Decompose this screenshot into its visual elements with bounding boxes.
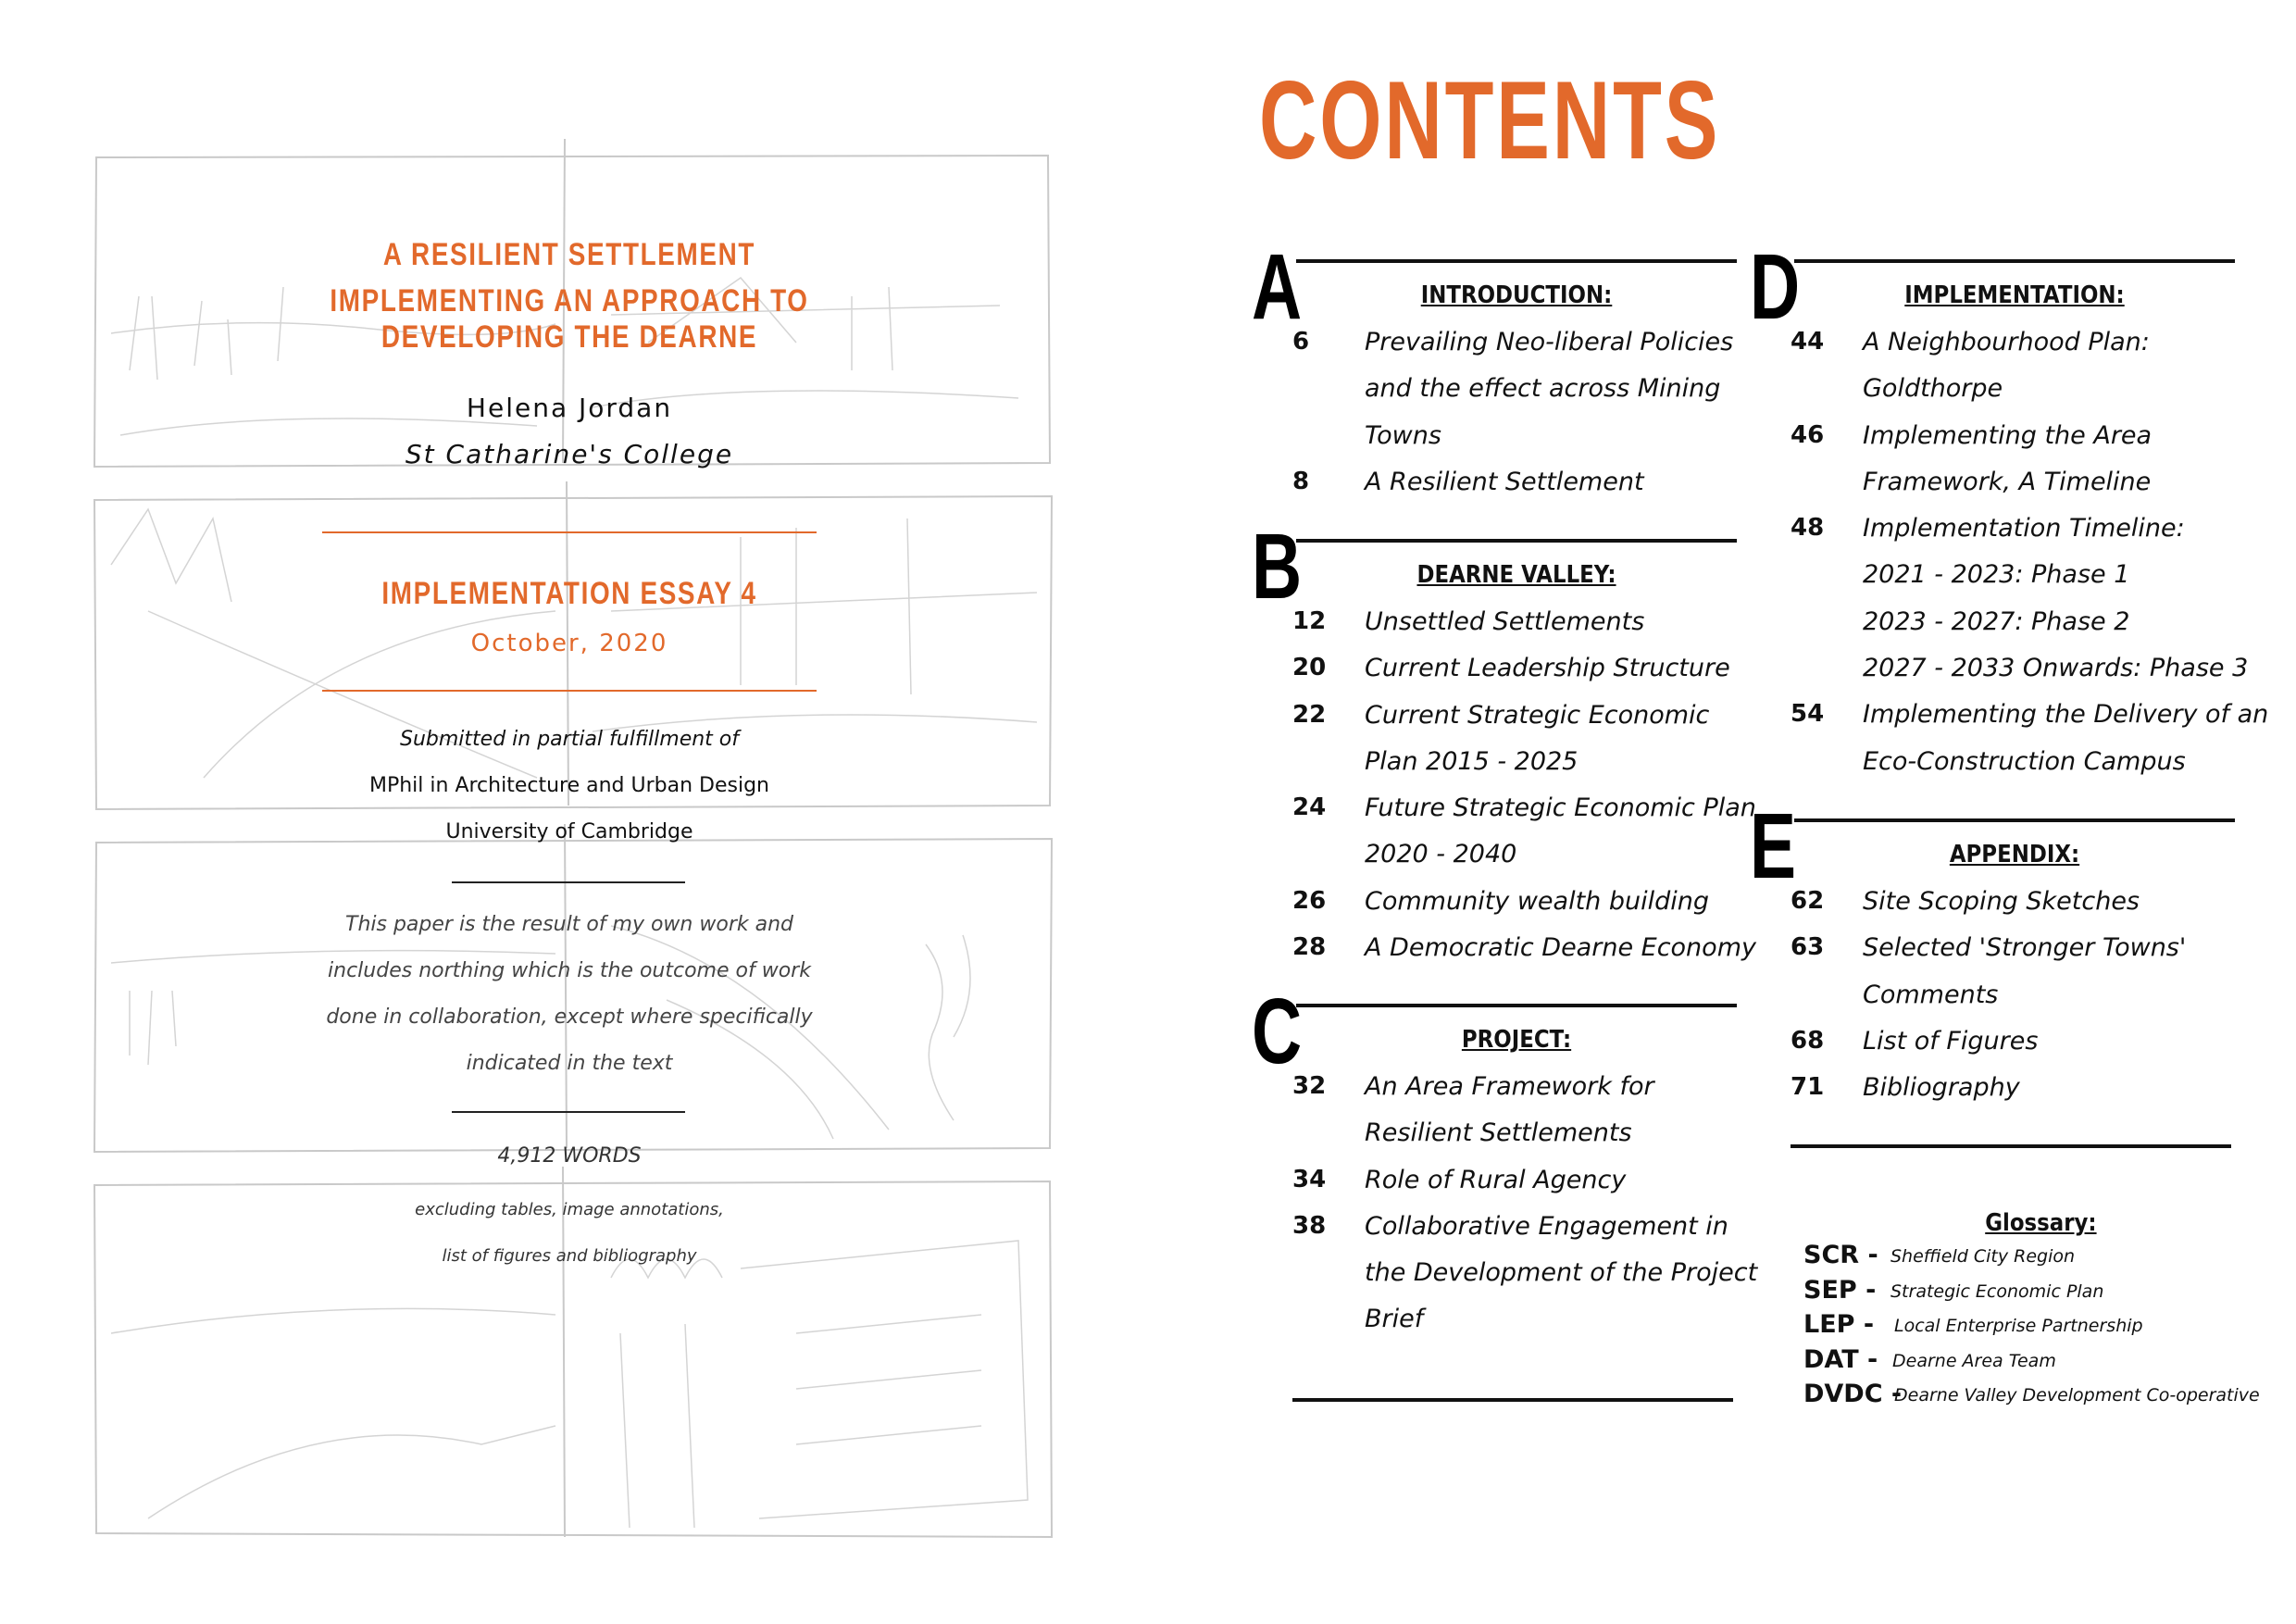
toc-entry-text: A Democratic Dearne Economy: [1365, 933, 1756, 963]
contents-title: CONTENTS: [1259, 58, 1721, 182]
toc-page-number: 62: [1791, 887, 1825, 915]
toc-entry-text: Prevailing Neo-liberal Policies: [1365, 328, 1734, 356]
section-letter-d: D: [1750, 235, 1801, 339]
toc-page-number: 26: [1292, 886, 1327, 915]
toc-entry-text: Community wealth building: [1365, 886, 1710, 916]
declaration-line-1: This paper is the result of my own work and: [345, 913, 793, 936]
section-rule: [1296, 539, 1737, 543]
toc-page-number: 48: [1791, 514, 1825, 543]
toc-page-number: 24: [1292, 793, 1327, 822]
section-heading: IMPLEMENTATION:: [1904, 281, 2125, 309]
section-heading: PROJECT:: [1461, 1026, 1572, 1054]
glossary-abbreviation: SCR -: [1803, 1241, 1878, 1269]
toc-entry-text: 2023 - 2027: Phase 2: [1863, 606, 2130, 636]
divider: [322, 690, 817, 692]
toc-page-number: 38: [1292, 1211, 1327, 1240]
toc-page-number: 54: [1791, 700, 1825, 729]
toc-entry-text: Implementation Timeline:: [1863, 514, 2185, 543]
toc-entry-text: Goldthorpe: [1863, 374, 2003, 404]
column-end-rule: [1791, 1144, 2231, 1148]
toc-entry-text: Current Strategic Economic: [1365, 700, 1710, 730]
glossary-definition: Dearne Valley Development Co-operative: [1894, 1385, 2260, 1405]
toc-entry-text: 2027 - 2033 Onwards: Phase 3: [1863, 654, 2249, 683]
essay-title: IMPLEMENTATION ESSAY 4: [381, 576, 757, 611]
toc-page-number: 63: [1791, 933, 1825, 962]
glossary-definition: Local Enterprise Partnership: [1894, 1316, 2143, 1336]
divider: [452, 1111, 685, 1113]
toc-entry-text: Role of Rural Agency: [1365, 1165, 1627, 1194]
essay-date: October, 2020: [470, 630, 668, 657]
toc-entry-text: Bibliography: [1863, 1073, 2020, 1103]
section-letter-a: A: [1252, 235, 1303, 339]
toc-entry-text: Eco-Construction Campus: [1863, 746, 2186, 776]
toc-entry-text: and the effect across Mining: [1365, 374, 1721, 404]
toc-entry-text: A Neighbourhood Plan:: [1863, 328, 2150, 356]
toc-entry-text: Unsettled Settlements: [1365, 607, 1645, 636]
glossary-abbreviation: DVDC -: [1803, 1380, 1903, 1408]
toc-page-number: 20: [1292, 654, 1327, 682]
section-rule: [1296, 259, 1737, 263]
toc-entry-text: 2020 - 2040: [1365, 840, 1517, 869]
toc-entry-text: Towns: [1365, 420, 1441, 450]
toc-entry-text: List of Figures: [1863, 1026, 2039, 1056]
submission-line-1: Submitted in partial fulfillment of: [400, 728, 739, 751]
toc-entry-text: A Resilient Settlement: [1365, 467, 1644, 496]
toc-page-number: 12: [1292, 607, 1327, 635]
divider: [322, 531, 817, 533]
section-rule: [1794, 818, 2235, 822]
toc-entry-text: 2021 - 2023: Phase 1: [1863, 560, 2130, 590]
toc-page-number: 68: [1791, 1026, 1825, 1055]
toc-entry-text: Framework, A Timeline: [1863, 467, 2152, 496]
toc-entry-text: Comments: [1863, 980, 1999, 1009]
toc-entry-text: Brief: [1365, 1305, 1424, 1334]
toc-page-number: 46: [1791, 420, 1825, 449]
toc-page-number: 8: [1292, 467, 1310, 495]
toc-entry-text: An Area Framework for: [1365, 1072, 1654, 1101]
glossary-definition: Strategic Economic Plan: [1890, 1280, 2104, 1302]
toc-entry-text: the Development of the Project: [1365, 1258, 1758, 1288]
glossary-abbreviation: LEP -: [1803, 1310, 1875, 1339]
section-heading: DEARNE VALLEY:: [1416, 561, 1616, 589]
toc-page-number: 22: [1292, 700, 1327, 729]
toc-page-number: 44: [1791, 328, 1825, 356]
glossary-abbreviation: DAT -: [1803, 1344, 1878, 1374]
toc-entry-text: Current Leadership Structure: [1365, 654, 1730, 683]
toc-page-number: 28: [1292, 933, 1327, 962]
toc-entry-text: Collaborative Engagement in: [1365, 1211, 1728, 1241]
divider: [452, 881, 685, 883]
toc-entry-text: Site Scoping Sketches: [1863, 887, 2140, 916]
toc-page-number: 34: [1292, 1165, 1327, 1193]
section-heading: APPENDIX:: [1949, 841, 2080, 868]
college-name: St Catharine's College: [405, 439, 734, 469]
toc-entry-text: Selected 'Stronger Towns': [1863, 933, 2187, 963]
cover-title-line-1: A RESILIENT SETTLEMENT: [382, 237, 756, 272]
declaration-line-3: done in collaboration, except where specifically: [326, 1006, 813, 1029]
section-letter-b: B: [1252, 515, 1303, 618]
toc-page-number: 6: [1292, 328, 1310, 356]
declaration-line-4: indicated in the text: [466, 1052, 673, 1075]
word-count-exclusion-2: list of figures and bibliography: [442, 1246, 697, 1266]
submission-line-2: MPhil in Architecture and Urban Design: [368, 774, 769, 797]
toc-entry-text: Implementing the Area: [1863, 420, 2152, 450]
toc-entry-text: Future Strategic Economic Plan: [1365, 793, 1756, 823]
section-heading: INTRODUCTION:: [1420, 281, 1613, 309]
section-rule: [1296, 1004, 1737, 1007]
toc-entry-text: Resilient Settlements: [1365, 1118, 1632, 1148]
toc-entry-text: Plan 2015 - 2025: [1365, 746, 1578, 776]
section-letter-e: E: [1750, 794, 1797, 898]
word-count: 4,912 WORDS: [497, 1144, 642, 1168]
word-count-exclusion-1: excluding tables, image annotations,: [415, 1200, 724, 1219]
declaration-line-2: includes northing which is the outcome of work: [328, 959, 811, 982]
glossary-abbreviation: SEP -: [1803, 1275, 1877, 1305]
submission-line-3: University of Cambridge: [445, 820, 693, 843]
section-rule: [1794, 259, 2235, 263]
column-end-rule: [1292, 1398, 1733, 1402]
toc-page-number: 71: [1791, 1073, 1825, 1102]
toc-entry-text: Implementing the Delivery of an: [1863, 700, 2269, 730]
glossary-heading: Glossary:: [1985, 1209, 2097, 1237]
toc-page-number: 32: [1292, 1072, 1327, 1100]
glossary-definition: Dearne Area Team: [1892, 1350, 2056, 1371]
author-name: Helena Jordan: [466, 393, 673, 423]
section-letter-c: C: [1252, 980, 1303, 1083]
glossary-definition: Sheffield City Region: [1890, 1246, 2076, 1267]
cover-title-line-2: IMPLEMENTING AN APPROACH TO DEVELOPING THE DEARNE: [330, 283, 809, 355]
